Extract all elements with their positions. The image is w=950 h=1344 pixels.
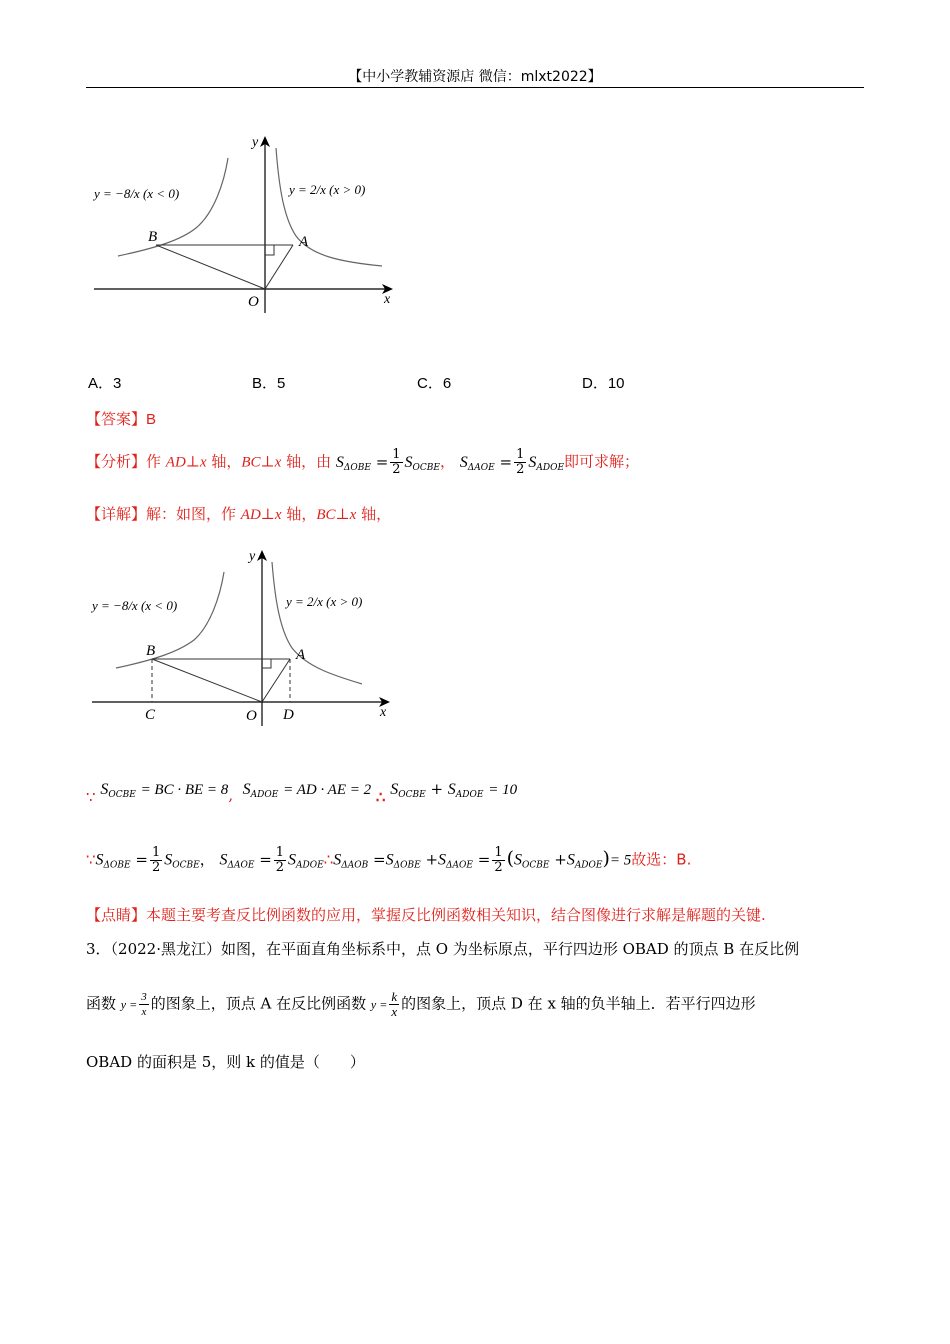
right-function-label: y = 2/x (x > 0)	[286, 594, 363, 609]
right-function-label: y = 2/x (x > 0)	[289, 182, 366, 197]
curve-left	[118, 158, 228, 256]
option-d[interactable]: D．10	[582, 375, 625, 392]
figure-2	[86, 542, 406, 732]
analysis-line: 【分析】作 AD⊥x 轴，BC⊥x 轴，由 $S_{\Delta OBE}$ = $\frac{1}{2}$ $S_{OCBE}$， $S_{\Delta AOE}$ = $\frac{1}{2}$ $S_{ADOE}$即可求解；	[86, 447, 640, 477]
label-A: A	[296, 647, 306, 663]
label-B: B	[148, 229, 158, 245]
detail-line: 【详解】解：如图，作 AD⊥x 轴，BC⊥x 轴，	[86, 505, 392, 523]
segment-BO	[152, 659, 262, 702]
left-function-label: y = −8/x (x < 0)	[92, 598, 178, 613]
segment-BO	[156, 245, 265, 289]
label-D: D	[283, 707, 294, 723]
label-O: O	[246, 708, 257, 724]
calc-line-1: ∵ $S_{OCBE}$ = BC · BE = 8, $S_{ADOE}$ = AD · AE = 2 ∴ $S_{OCBE} + S_{ADOE} = 10$	[86, 780, 518, 806]
analysis-formula-1: $S_{\Delta OBE}$ = $\frac{1}{2}$ $S_{OCBE}$	[335, 447, 440, 477]
option-b[interactable]: B．5	[252, 375, 286, 392]
label-O: O	[248, 294, 259, 310]
label-y: y	[252, 135, 259, 150]
option-c[interactable]: C．6	[417, 375, 452, 392]
label-x: x	[380, 705, 387, 720]
left-function-label: y = −8/x (x < 0)	[94, 186, 180, 201]
header-divider	[86, 87, 864, 88]
question-3-line-2: 函数 y = $\frac{3}{x}$ 的图象上，顶点 A 在反比例函数 y = $\frac{k}{x}$ 的图象上，顶点 D 在 x 轴的负半轴上．若平行四边形	[86, 989, 756, 1019]
right-angle-mark	[262, 659, 271, 668]
label-y: y	[249, 549, 256, 564]
figure-1	[86, 128, 406, 318]
curve-left	[116, 572, 224, 668]
calc-line-2: $\because S_{\Delta OBE}$ = $\frac{1}{2}$ $S_{OCBE}$， $S_{\Delta AOE}$ = $\frac{1}{2}$ $S_{ADOE}\therefore S_{\Delta AOB} =S_{\Delta OBE} +S_{\Delta AOE}$ = $\frac{1}{2}$ $(S_{OCBE} +S_{ADOE})= 5$故选：B.	[86, 845, 692, 875]
answer-line: 【答案】B	[86, 410, 157, 428]
option-a[interactable]: A．3	[88, 375, 122, 392]
right-angle-mark	[265, 245, 274, 255]
label-A: A	[299, 234, 309, 250]
label-x: x	[384, 292, 391, 307]
label-B: B	[146, 643, 156, 659]
question-3-line-1: 3．（2022·黑龙江）如图，在平面直角坐标系中，点 O 为坐标原点，平行四边形 OBAD 的顶点 B 在反比例	[86, 940, 800, 958]
comment-line: 【点睛】本题主要考查反比例函数的应用，掌握反比例函数相关知识，结合图像进行求解是解题的关键.	[86, 906, 766, 924]
page-header: 【中小学教辅资源店 微信：mlxt2022】	[348, 69, 602, 85]
segment-AO	[262, 659, 290, 702]
analysis-formula-2: $S_{\Delta AOE}$ = $\frac{1}{2}$ $S_{ADOE}$	[459, 447, 565, 477]
curve-right	[276, 148, 382, 266]
question-3-line-3: OBAD 的面积是 5，则 k 的值是（ ）	[86, 1053, 365, 1071]
segment-AO	[265, 245, 293, 289]
label-C: C	[145, 707, 156, 723]
